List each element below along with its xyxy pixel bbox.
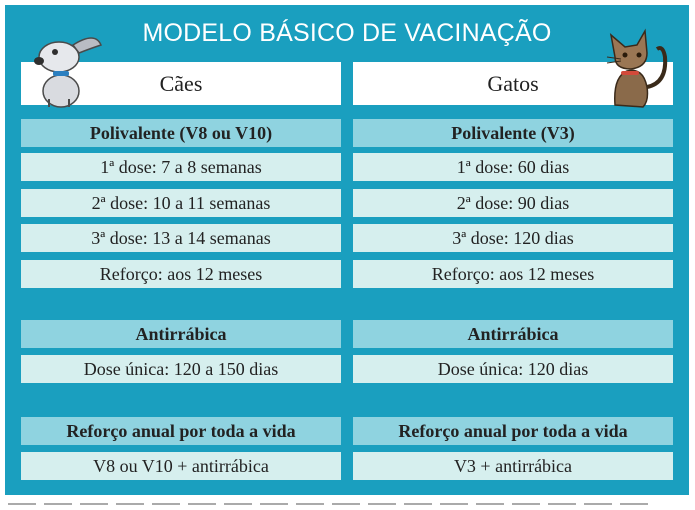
dogs-polivalente-heading: Polivalente (V8 ou V10)	[21, 119, 341, 147]
cats-dose-2: 2ª dose: 90 dias	[353, 189, 673, 217]
cats-dose-1: 1ª dose: 60 dias	[353, 153, 673, 181]
cropped-caption-line	[8, 503, 648, 505]
cats-polivalente-heading: Polivalente (V3)	[353, 119, 673, 147]
bottom-strip	[0, 497, 695, 510]
cats-reforco-value: V3 + antirrábica	[353, 452, 673, 480]
cats-antirrabica-heading: Antirrábica	[353, 320, 673, 348]
page-title: MODELO BÁSICO DE VACINAÇÃO	[142, 19, 552, 47]
cats-dose-3: 3ª dose: 120 dias	[353, 224, 673, 252]
species-label-dogs: Cães	[21, 62, 341, 105]
cats-antirrabica-dose: Dose única: 120 dias	[353, 355, 673, 383]
dogs-reforco-heading: Reforço anual por toda a vida	[21, 417, 341, 445]
cats-reforco-dose: Reforço: aos 12 meses	[353, 260, 673, 288]
dogs-reforco-value: V8 ou V10 + antirrábica	[21, 452, 341, 480]
dogs-reforco-dose: Reforço: aos 12 meses	[21, 260, 341, 288]
dogs-antirrabica-heading: Antirrábica	[21, 320, 341, 348]
dogs-antirrabica-dose: Dose única: 120 a 150 dias	[21, 355, 341, 383]
dogs-dose-3: 3ª dose: 13 a 14 semanas	[21, 224, 341, 252]
species-label-cats: Gatos	[353, 62, 673, 105]
dogs-dose-1: 1ª dose: 7 a 8 semanas	[21, 153, 341, 181]
dog-illustration-icon	[25, 27, 107, 109]
dogs-dose-2: 2ª dose: 10 a 11 semanas	[21, 189, 341, 217]
vaccination-panel	[5, 5, 689, 495]
cat-illustration-icon	[593, 27, 675, 109]
cats-reforco-heading: Reforço anual por toda a vida	[353, 417, 673, 445]
